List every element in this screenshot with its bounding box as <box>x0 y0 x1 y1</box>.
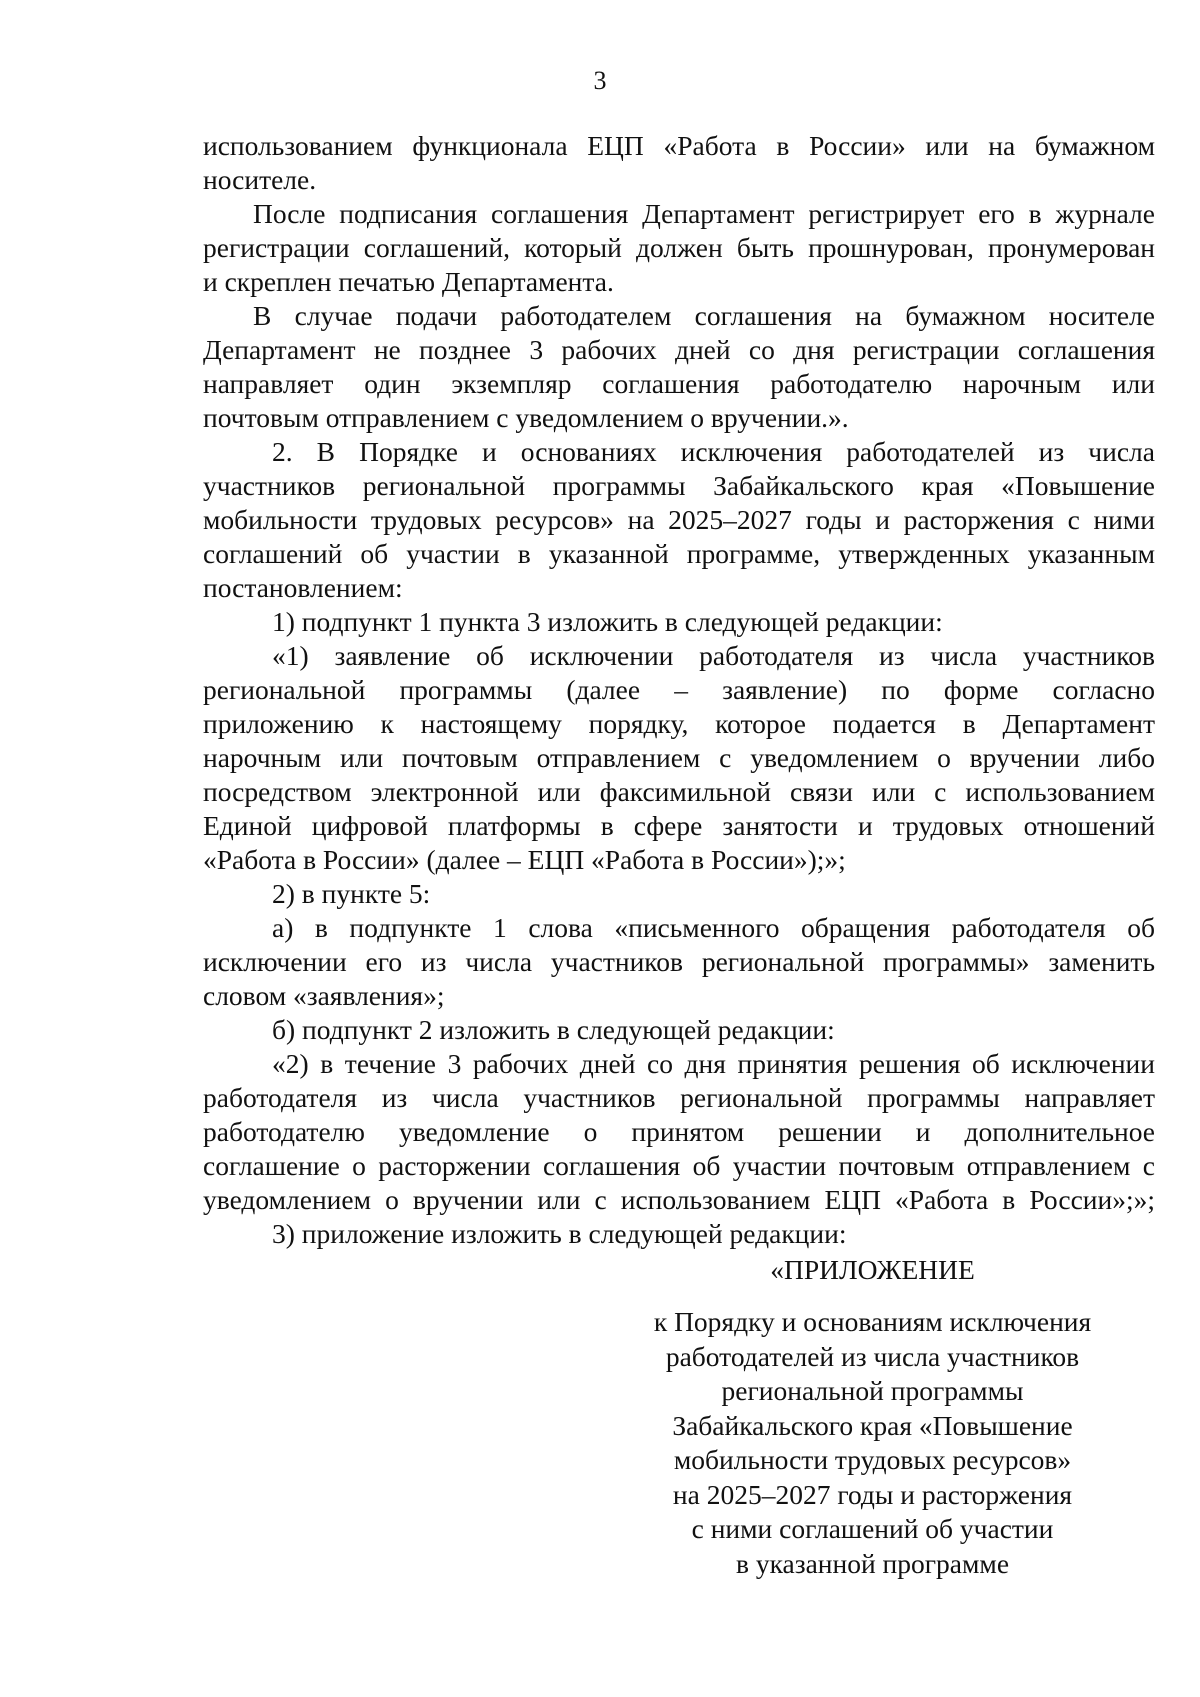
appendix-caption-line: на 2025–2027 годы и расторжения <box>672 1478 1073 1510</box>
text-line: уведомлением о вручении или с использованием ЕЦП «Работа в России»;»; <box>203 1184 1155 1215</box>
text-line: посредством электронной или факсимильной связи или с использованием <box>203 776 1155 807</box>
text-line: мобильности трудовых ресурсов» на 2025–2027 годы и расторжения с ними <box>203 504 1155 535</box>
text-line: 1) подпункт 1 пункта 3 изложить в следующей редакции: <box>272 606 943 637</box>
page-number: 3 <box>593 66 607 95</box>
text-line: «1) заявление об исключении работодателя из числа участников <box>272 640 1155 671</box>
appendix-caption-line: в указанной программе <box>735 1547 1010 1579</box>
text-line: участников региональной программы Забайкальского края «Повышение <box>203 470 1155 501</box>
text-line: соглашений об участии в указанной программе, утвержденных указанным <box>203 538 1155 569</box>
text-line: 2. В Порядке и основаниях исключения работодателей из числа <box>272 436 1155 467</box>
appendix-title: «ПРИЛОЖЕНИЕ <box>770 1254 975 1285</box>
text-line: работодателя из числа участников региональной программы направляет <box>203 1082 1155 1113</box>
text-line: использованием функционала ЕЦП «Работа в России» или на бумажном <box>203 130 1155 161</box>
appendix-caption-line: с ними соглашений об участии <box>691 1513 1054 1544</box>
text-line: и скреплен печатью Департамента. <box>203 266 614 297</box>
appendix-caption-line: мобильности трудовых ресурсов» <box>673 1444 1072 1475</box>
text-line: а) в подпункте 1 слова «письменного обращения работодателя об <box>272 912 1155 943</box>
text-line: 2) в пункте 5: <box>272 878 431 909</box>
text-line: Департамент не позднее 3 рабочих дней со дня регистрации соглашения <box>203 334 1155 365</box>
appendix-caption <box>590 1305 1155 1581</box>
text-line: В случае подачи работодателем соглашения на бумажном носителе <box>253 300 1155 331</box>
text-line: постановлением: <box>203 572 403 603</box>
text-line: соглашение о расторжении соглашения об участии почтовым отправлением с <box>203 1150 1155 1181</box>
text-line: 3) приложение изложить в следующей редакции: <box>272 1218 847 1249</box>
appendix-caption-line: работодателей из числа участников <box>665 1340 1080 1372</box>
text-line: приложению к настоящему порядку, которое подается в Департамент <box>203 708 1155 739</box>
text-line: региональной программы (далее – заявление) по форме согласно <box>203 674 1155 705</box>
text-line: исключении его из числа участников региональной программы» заменить <box>203 946 1155 977</box>
text-line: словом «заявления»; <box>203 980 445 1011</box>
text-line: Единой цифровой платформы в сфере занятости и трудовых отношений <box>203 810 1155 841</box>
appendix-caption-line: к Порядку и основаниям исключения <box>653 1306 1092 1337</box>
text-line: нарочным или почтовым отправлением с уведомлением о вручении либо <box>203 742 1155 773</box>
appendix-caption-line: Забайкальского края «Повышение <box>672 1409 1073 1441</box>
text-line: регистрации соглашений, который должен быть прошнурован, пронумерован <box>203 232 1155 263</box>
text-line: «Работа в России» (далее – ЕЦП «Работа в России»);»; <box>203 844 846 875</box>
text-line: направляет один экземпляр соглашения работодателю нарочным или <box>203 368 1155 399</box>
text-line: работодателю уведомление о принятом решении и дополнительное <box>203 1116 1155 1147</box>
text-line: б) подпункт 2 изложить в следующей редакции: <box>272 1014 835 1045</box>
text-line: После подписания соглашения Департамент регистрирует его в журнале <box>253 198 1155 229</box>
text-line: носителе. <box>203 164 317 195</box>
text-line: почтовым отправлением с уведомлением о вручении.». <box>203 402 849 433</box>
appendix-caption-line: региональной программы <box>721 1375 1024 1406</box>
text-line: «2) в течение 3 рабочих дней со дня принятия решения об исключении <box>272 1048 1155 1079</box>
body-text <box>203 129 1155 1251</box>
